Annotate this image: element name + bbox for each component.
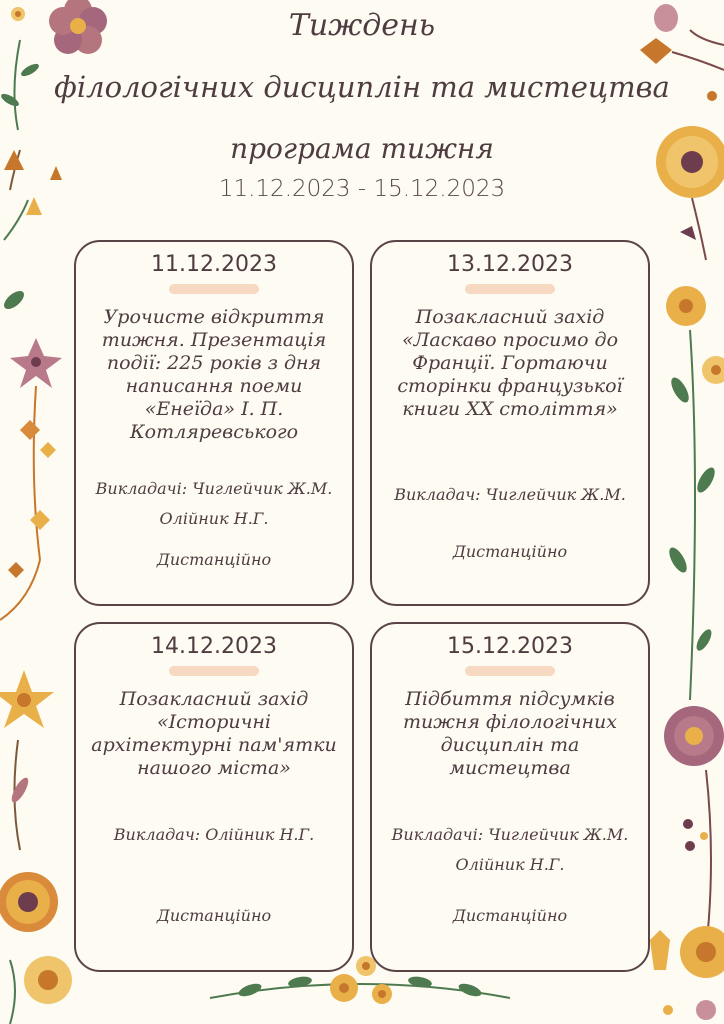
flower-icon — [330, 974, 358, 1002]
event-date: 14.12.2023 — [151, 634, 277, 659]
event-teachers — [372, 820, 648, 880]
event-format: Дистанційно — [452, 906, 568, 925]
event-description: Підбиття підсумків тижня філологічних дисциплін та мистецтва — [403, 688, 617, 779]
flower-icon — [0, 872, 58, 932]
flower-icon — [664, 706, 724, 766]
date-highlight — [169, 666, 259, 676]
program-heading: програма тижня — [230, 132, 494, 165]
flower-icon — [372, 984, 392, 1004]
teacher-line: Викладач: Олійник Н.Г. — [113, 825, 315, 844]
page-title: Тиждень — [288, 8, 436, 43]
flower-icon — [10, 338, 62, 388]
event-teachers — [372, 480, 648, 510]
event-format: Дистанційно — [156, 550, 272, 569]
event-card — [74, 240, 354, 606]
event-date: 15.12.2023 — [447, 634, 573, 659]
teacher-line: Олійник Н.Г. — [159, 509, 269, 528]
flower-icon — [702, 356, 724, 384]
event-format: Дистанційно — [156, 906, 272, 925]
event-description: Урочисте відкриття тижня. Презентація події: 225 років з дня написання поеми «Енеїда» І. П. Котляревського — [101, 306, 327, 443]
teacher-line: Викладачі: Чиглейчик Ж.М. — [95, 479, 333, 498]
event-card — [370, 622, 650, 972]
date-highlight — [465, 284, 555, 294]
date-highlight — [169, 284, 259, 294]
event-date: 13.12.2023 — [447, 252, 573, 277]
date-highlight — [465, 666, 555, 676]
flower-icon — [24, 956, 72, 1004]
flower-icon — [680, 926, 724, 978]
event-teachers — [76, 820, 352, 850]
teacher-line: Олійник Н.Г. — [455, 855, 565, 874]
teacher-line: Викладачі: Чиглейчик Ж.М. — [391, 825, 629, 844]
teacher-line: Викладач: Чиглейчик Ж.М. — [394, 485, 626, 504]
event-description: Позакласний захід «Історичні архітектурні пам'ятки нашого міста» — [91, 688, 337, 779]
flower-icon — [666, 286, 706, 326]
event-teachers — [76, 474, 352, 534]
event-card — [74, 622, 354, 972]
event-format: Дистанційно — [452, 542, 568, 561]
event-card — [370, 240, 650, 606]
page-subtitle: філологічних дисциплін та мистецтва — [54, 70, 670, 104]
event-date: 11.12.2023 — [151, 252, 277, 277]
flower-icon — [0, 670, 54, 728]
date-range: 11.12.2023 - 15.12.2023 — [218, 176, 506, 202]
event-description: Позакласний захід «Ласкаво просимо до Франції. Гортаючи сторінки французької книги XX століття» — [397, 306, 623, 420]
